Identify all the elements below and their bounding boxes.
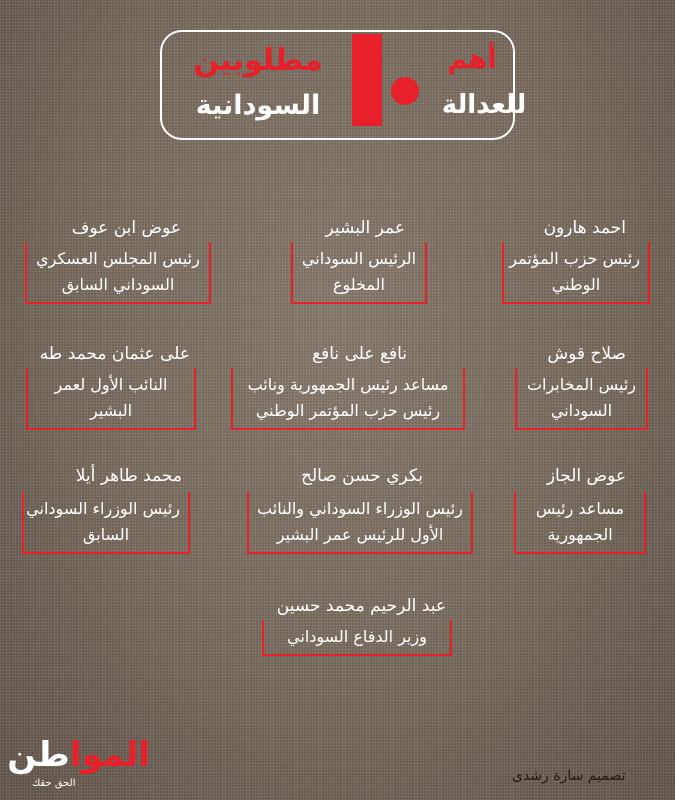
card-title-box [515,368,648,430]
card-title-line: السابق [82,525,130,544]
card-title-box [291,242,427,304]
card-awad-al-jaz [514,466,646,552]
card-mohamed-tahir-ayala [22,466,190,552]
logo-wordmark-red: الموا [69,735,150,775]
card-abdelrahim-mohamed-hussein [262,596,452,656]
logo-tagline: الحق حقك [32,778,76,789]
card-name: بكري حسن صالح [301,466,423,486]
card-nafie-ali-nafie [231,344,465,428]
card-name: عوض الجاز [546,466,626,486]
header-word-aham: أهم [447,44,497,75]
card-title-line: وزير الدفاع السوداني [287,627,427,646]
number-zero-dot [391,77,419,105]
card-title-line: مساعد رئيس الجمهورية ونائب [247,375,449,394]
card-title-line: رئيس الوزراء السوداني والنائب [257,499,463,518]
card-title-line: الوطني [551,275,601,294]
card-name: صلاح قوش [547,344,626,364]
card-title-box [231,368,465,430]
card-title-box [26,368,196,430]
header-word-justice: للعدالة [441,90,527,120]
number-one-bar [352,34,382,126]
card-title-line: مساعد رئيس [535,499,625,518]
card-title-line: الرئيس السوداني [301,249,417,268]
card-title-line: رئيس الوزراء السوداني [26,499,180,518]
card-omar-bashir [291,218,427,302]
card-title-line: المخلوع [332,275,385,294]
card-title-box [25,242,211,304]
card-name: على عثمان محمد طه [39,344,190,364]
card-name: محمد طاهر أيلا [75,466,182,486]
card-name: عبد الرحيم محمد حسين [276,596,446,616]
card-title-line: السوداني [550,401,613,420]
card-title-line: رئيس المجلس العسكري [36,249,200,268]
logo-wordmark [7,735,150,775]
header-word-wanted: مطلوبين [193,43,323,78]
card-title-line: الجمهورية [547,525,613,544]
almowaten-logo [7,735,150,794]
card-name: عمر البشير [325,218,405,238]
card-bakri-hassan-saleh [247,466,473,552]
card-title-box [514,492,646,554]
card-title-line: رئيس حزب المؤتمر الوطني [255,401,441,420]
card-title-box [247,492,473,554]
card-title-line: رئيس حزب المؤتمر [509,249,640,268]
card-salah-gosh [515,344,648,428]
card-awad-ibn-auf [25,218,211,302]
card-title-line: رئيس المخابرات [526,375,637,394]
card-name: عوض ابن عوف [71,218,181,238]
card-ahmed-haroun [502,218,650,302]
designer-credit: تصميم سارة رشدى [512,768,626,784]
logo-wordmark-white: طن [7,735,70,775]
card-title-line: البشير [89,401,133,420]
card-title-box [22,492,190,554]
card-name: احمد هارون [543,218,626,238]
card-title-line: السوداني السابق [61,275,175,294]
card-title-line: النائب الأول لعمر [54,375,168,394]
header-word-sudanese: السودانية [195,90,321,121]
card-ali-osman-taha [26,344,196,428]
card-title-line: الأول للرئيس عمر البشير [276,525,444,544]
card-name: نافع على نافع [312,344,407,364]
card-title-box [262,620,452,656]
card-title-box [502,242,650,304]
